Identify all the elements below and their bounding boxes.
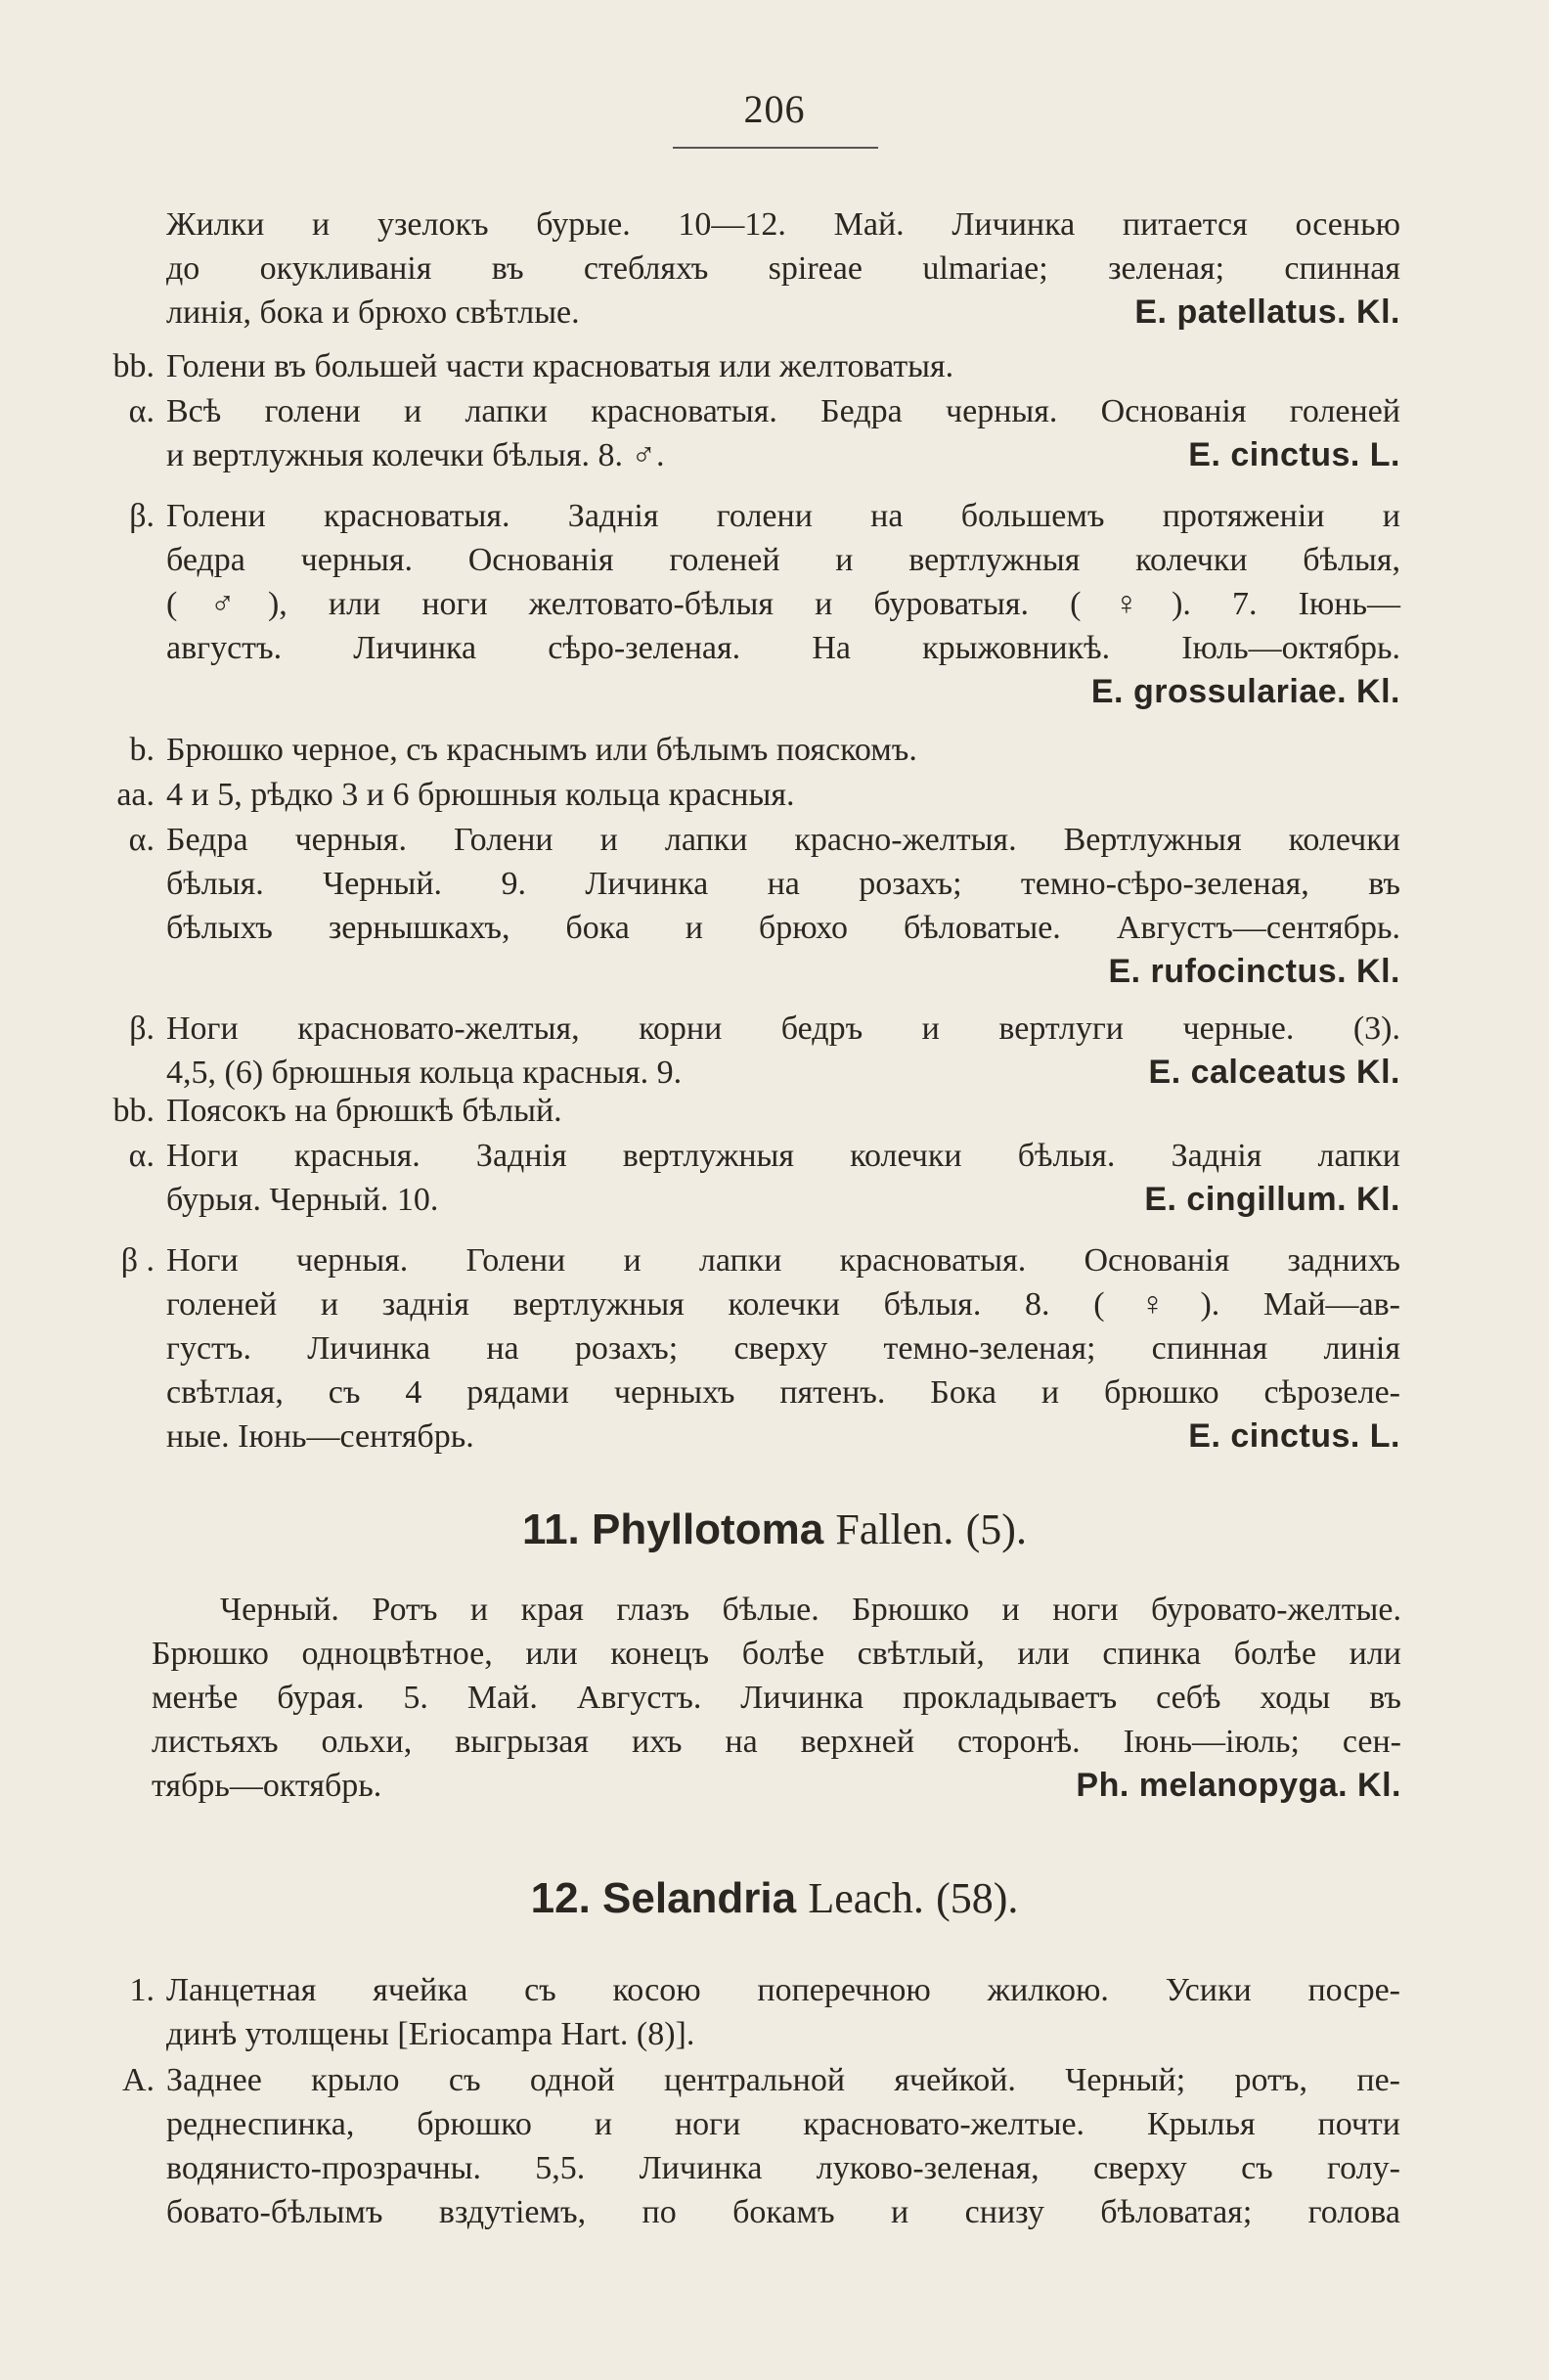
key-entry bbox=[128, 818, 1400, 994]
entry-last-line bbox=[166, 433, 1400, 477]
section-heading bbox=[0, 1873, 1549, 1923]
species-name: Ph. melanopyga. Kl. bbox=[1076, 1767, 1401, 1804]
entry-line: бедра черныя. Основанія голеней и вертлужныя колечки бѣлыя, bbox=[166, 542, 1400, 578]
entry-line: Поясокъ на брюшкѣ бѣлый. bbox=[166, 1093, 562, 1129]
species-name: E. cinctus. L. bbox=[1188, 436, 1400, 473]
entry-marker: β. bbox=[129, 498, 155, 534]
description-last-line bbox=[152, 1764, 1401, 1808]
entry-line: Голени красноватыя. Заднія голени на большемъ протяженіи и bbox=[166, 498, 1400, 534]
genus-name: Phyllotoma bbox=[592, 1505, 824, 1553]
entry-last-line bbox=[166, 291, 1400, 335]
entry-line: 4,5, (6) брюшныя кольца красныя. 9. bbox=[166, 1055, 683, 1091]
species-name: E. rufocinctus. Kl. bbox=[1108, 953, 1400, 990]
entry-line: Заднее крыло съ одной центральной ячейкой. Черный; ротъ, пе- bbox=[166, 2062, 1400, 2098]
page-number-rule bbox=[673, 147, 878, 149]
entry-marker: bb. bbox=[112, 348, 155, 384]
entry-marker: bb. bbox=[112, 1093, 155, 1129]
key-entry bbox=[112, 1089, 1400, 1133]
species-name: E. calceatus Kl. bbox=[1148, 1054, 1400, 1091]
species-name: E. cinctus. L. bbox=[1188, 1417, 1400, 1455]
entry-line: реднеспинка, брюшко и ноги красновато-желтые. Крылья почти bbox=[166, 2106, 1400, 2142]
entry-line: Ланцетная ячейка съ косою поперечною жилкою. Усики посре- bbox=[166, 1972, 1400, 2008]
key-entry bbox=[128, 389, 1400, 477]
entry-line: и вертлужныя колечки бѣлыя. 8. ♂. bbox=[166, 437, 665, 473]
entry-marker: 1. bbox=[129, 1972, 155, 2008]
page-number: 206 bbox=[743, 87, 806, 131]
entry-line: августъ. Личинка сѣро-зеленая. На крыжовникѣ. Іюль—октябрь. bbox=[166, 630, 1400, 666]
entry-line: Ноги красныя. Заднія вертлужныя колечки бѣлыя. Заднія лапки bbox=[166, 1138, 1400, 1174]
key-entry bbox=[120, 1238, 1400, 1459]
entry-marker: α. bbox=[128, 1138, 155, 1174]
description-line: листьяхъ ольхи, выгрызая ихъ на верхней сторонѣ. Іюнь—іюль; сен- bbox=[152, 1724, 1401, 1760]
species-name: E. cingillum. Kl. bbox=[1144, 1181, 1400, 1218]
section-heading bbox=[0, 1504, 1549, 1554]
key-entry bbox=[112, 344, 1400, 388]
key-entry bbox=[166, 202, 1400, 335]
genus-description bbox=[152, 1588, 1401, 1808]
description-line: менѣе бурая. 5. Май. Августъ. Личинка прокладываетъ себѣ ходы въ bbox=[152, 1680, 1401, 1716]
entry-line: Брюшко черное, съ краснымъ или бѣлымъ пояскомъ. bbox=[166, 732, 917, 768]
entry-last-line bbox=[166, 950, 1400, 994]
description-line: Черный. Ротъ и края глазъ бѣлые. Брюшко и ноги буровато-желтые. bbox=[220, 1592, 1401, 1628]
entry-line: Жилки и узелокъ бурые. 10—12. Май. Личинка питается осенью bbox=[166, 206, 1400, 243]
entry-line: Всѣ голени и лапки красноватыя. Бедра черныя. Основанія голеней bbox=[166, 393, 1400, 429]
entry-line: Ноги черныя. Голени и лапки красноватыя. Основанія заднихъ bbox=[166, 1242, 1400, 1279]
entry-line: линія, бока и брюхо свѣтлые. bbox=[166, 294, 580, 331]
entry-line: Голени въ большей части красноватыя или желтоватыя. bbox=[166, 348, 954, 384]
entry-line: Бедра черныя. Голени и лапки красно-желтыя. Вертлужныя колечки bbox=[166, 822, 1400, 858]
entry-line: бурыя. Черный. 10. bbox=[166, 1182, 439, 1218]
key-entry bbox=[128, 1134, 1400, 1222]
key-entry bbox=[129, 728, 1400, 772]
genus-name: Selandria bbox=[602, 1874, 797, 1922]
entry-marker: b. bbox=[129, 732, 155, 768]
entry-line: до окукливанія въ стебляхъ spireae ulmariae; зеленая; спинная bbox=[166, 250, 1400, 287]
key-entry bbox=[129, 1007, 1400, 1095]
entry-marker: β . bbox=[120, 1242, 155, 1279]
description-line: Брюшко одноцвѣтное, или конецъ болѣе свѣтлый, или спинка болѣе или bbox=[152, 1636, 1401, 1672]
entry-line: (♂), или ноги желтовато-бѣлыя и буроватыя. (♀). 7. Іюнь— bbox=[166, 586, 1400, 622]
description-line: тябрь—октябрь. bbox=[152, 1768, 382, 1804]
entry-last-line bbox=[166, 1178, 1400, 1222]
entry-line: Ноги красновато-желтыя, корни бедръ и вертлуги черные. (3). bbox=[166, 1010, 1400, 1047]
species-count: (5). bbox=[965, 1505, 1027, 1553]
entry-line: бовато-бѣлымъ вздутіемъ, по бокамъ и снизу бѣловатая; голова bbox=[166, 2194, 1400, 2230]
genus-author: Fallen. bbox=[835, 1505, 954, 1553]
entry-line: ные. Іюнь—сентябрь. bbox=[166, 1418, 474, 1455]
section-number: 11. bbox=[522, 1505, 580, 1553]
entry-marker: A. bbox=[121, 2062, 155, 2098]
key-entry bbox=[129, 494, 1400, 714]
entry-marker: aa. bbox=[116, 777, 155, 813]
key-entry bbox=[121, 2058, 1400, 2234]
entry-line: густъ. Личинка на розахъ; сверху темно-зеленая; спинная линія bbox=[166, 1330, 1400, 1367]
species-name: E. patellatus. Kl. bbox=[1134, 293, 1400, 331]
section-number: 12. bbox=[530, 1874, 591, 1922]
entry-last-line bbox=[166, 670, 1400, 714]
entry-line: 4 и 5, рѣдко 3 и 6 брюшныя кольца красныя. bbox=[166, 777, 795, 813]
species-name: E. grossulariae. Kl. bbox=[1090, 673, 1400, 710]
entry-marker: α. bbox=[128, 393, 155, 429]
entry-line: голеней и заднія вертлужныя колечки бѣлыя. 8. (♀). Май—ав- bbox=[166, 1286, 1400, 1323]
entry-line: свѣтлая, съ 4 рядами черныхъ пятенъ. Бока и брюшко сѣрозеле- bbox=[166, 1374, 1400, 1411]
species-count: (58). bbox=[936, 1874, 1019, 1922]
entry-line: водянисто-прозрачны. 5,5. Личинка луково-зеленая, сверху съ голу- bbox=[166, 2150, 1400, 2186]
entry-last-line bbox=[166, 1415, 1400, 1459]
genus-author: Leach. bbox=[808, 1874, 924, 1922]
key-entry bbox=[116, 773, 1400, 817]
entry-line: бѣлыхъ зернышкахъ, бока и брюхо бѣловатые. Августъ—сентябрь. bbox=[166, 910, 1400, 946]
key-entry bbox=[129, 1968, 1400, 2056]
entry-marker: β. bbox=[129, 1010, 155, 1047]
entry-line: динѣ утолщены [Eriocampa Hart. (8)]. bbox=[166, 2016, 695, 2052]
entry-marker: α. bbox=[128, 822, 155, 858]
entry-line: бѣлыя. Черный. 9. Личинка на розахъ; темно-сѣро-зеленая, въ bbox=[166, 866, 1400, 902]
